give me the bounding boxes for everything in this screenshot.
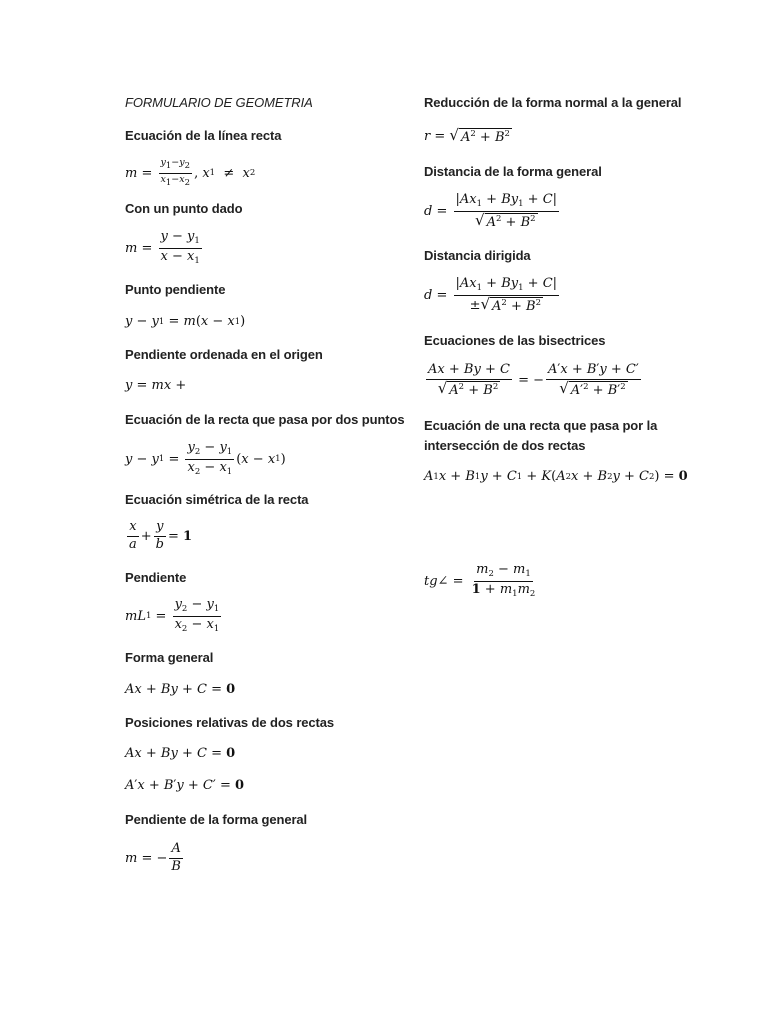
formula-slope-two-points: m = $\frac{y1-y2}{x1-x2}$ , x 1 ≠ x 2 bbox=[125, 157, 256, 188]
formula-general-form: Ax + By + C = 0 bbox=[125, 682, 236, 697]
formula-normal-to-general: r = √ $A^2 + B^2$ bbox=[424, 126, 510, 145]
formula-intersection: A 1 x + B 1 y + C 1 + K ( A 2 x + B 2 y + C 2 ) = 0 bbox=[424, 469, 688, 484]
heading-point-slope: Punto pendiente bbox=[125, 282, 226, 297]
heading-bisectors: Ecuaciones de las bisectrices bbox=[424, 333, 606, 348]
formula-directed-distance: d = $|Ax_1 + By_1 + C|$ ± √ $A^2 + B^2$ bbox=[424, 276, 558, 314]
formula-bisectors: Ax + By + C √ $A^2 + B^2$ = − A′x + B′y + C′ √ $A'^2 + B'^2$ bbox=[428, 362, 639, 398]
heading-general-form: Forma general bbox=[125, 650, 214, 665]
formula-slope: mL 1 = $\frac{y_2 - y_1}{x_2 - x_1}$ bbox=[125, 597, 220, 634]
formula-general-slope: m = − $\frac{A}{B}$ bbox=[125, 841, 181, 874]
heading-relative-positions: Posiciones relativas de dos rectas bbox=[125, 715, 335, 730]
formula-general-distance: d = $|Ax_1 + By_1 + C|$ √ $A^2 + B^2$ bbox=[424, 192, 558, 230]
heading-intersection-line-1: Ecuación de una recta que pasa por la bbox=[424, 418, 658, 433]
heading-directed-distance: Distancia dirigida bbox=[424, 248, 531, 263]
heading-two-points: Ecuación de la recta que pasa por dos puntos bbox=[125, 412, 405, 427]
heading-normal-to-general: Reducción de la forma normal a la general bbox=[424, 95, 682, 110]
heading-symmetric: Ecuación simétrica de la recta bbox=[125, 492, 309, 507]
formula-slope-intercept: y = mx + bbox=[125, 378, 187, 393]
formula-symmetric: $\frac{x}{a}$ + $\frac{y}{b}$ = 1 bbox=[129, 519, 193, 552]
formula-angle-tangent: tg ∠ = $\frac{m_2 - m_1}{1 + m_1m_2}$ bbox=[424, 562, 536, 599]
formula-point-slope: y − y 1 = m ( x − x 1 ) bbox=[125, 314, 246, 329]
heading-intersection-line-2: intersección de dos rectas bbox=[424, 438, 586, 453]
document-title: FORMULARIO DE GEOMETRIA bbox=[125, 95, 313, 110]
heading-point-given: Con un punto dado bbox=[125, 201, 243, 216]
heading-general-slope: Pendiente de la forma general bbox=[125, 812, 308, 827]
heading-slope: Pendiente bbox=[125, 570, 187, 585]
formula-point-given: m = $\frac{y - y_1}{x - x_1}$ bbox=[125, 229, 200, 266]
formula-line-2: A ′ x + B ′ y + C ′ = 0 bbox=[125, 778, 245, 793]
formula-two-points: y − y 1 = $\frac{y_2 - y_1}{x_2 - x_1}$ ( x − x 1 ) bbox=[125, 440, 286, 477]
formula-line-1: Ax + By + C = 0 bbox=[125, 746, 236, 761]
heading-slope-intercept: Pendiente ordenada en el origen bbox=[125, 347, 323, 362]
heading-line-equation: Ecuación de la línea recta bbox=[125, 128, 282, 143]
heading-general-distance: Distancia de la forma general bbox=[424, 164, 602, 179]
